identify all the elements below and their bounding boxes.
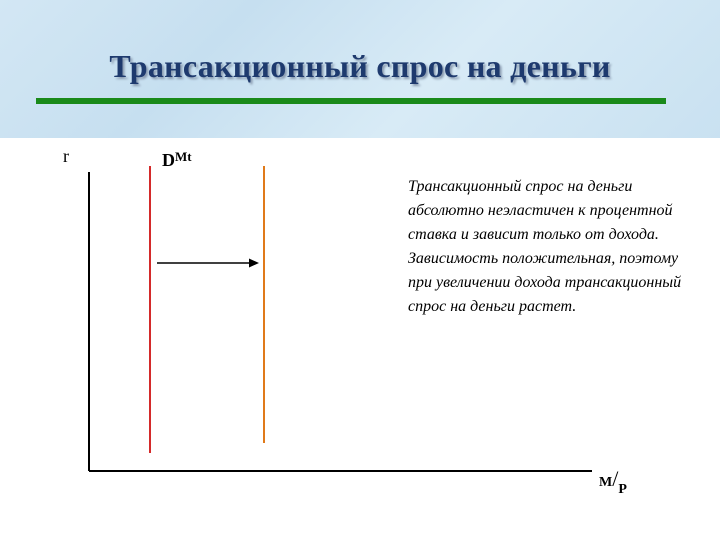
shift-arrow-head [249, 259, 259, 268]
demand-curve-label-main: D [162, 150, 175, 170]
demand-curve-label-sup: Mt [175, 149, 192, 164]
x-axis-label-num: M [599, 475, 613, 490]
y-axis-label: r [63, 146, 69, 166]
slide-title: Трансакционный спрос на деньги [109, 48, 611, 84]
x-axis-label-den: P [618, 482, 627, 497]
x-axis-label: M/P [599, 466, 627, 497]
explanation-text: Трансакционный спрос на деньги абсолютно неэластичен к процентной ставка и зависит только от дохода. Зависимость положительная, поэтому при увеличении дохода трансакционный спрос на деньги растет. [408, 178, 682, 315]
demand-curve-label [162, 150, 192, 171]
